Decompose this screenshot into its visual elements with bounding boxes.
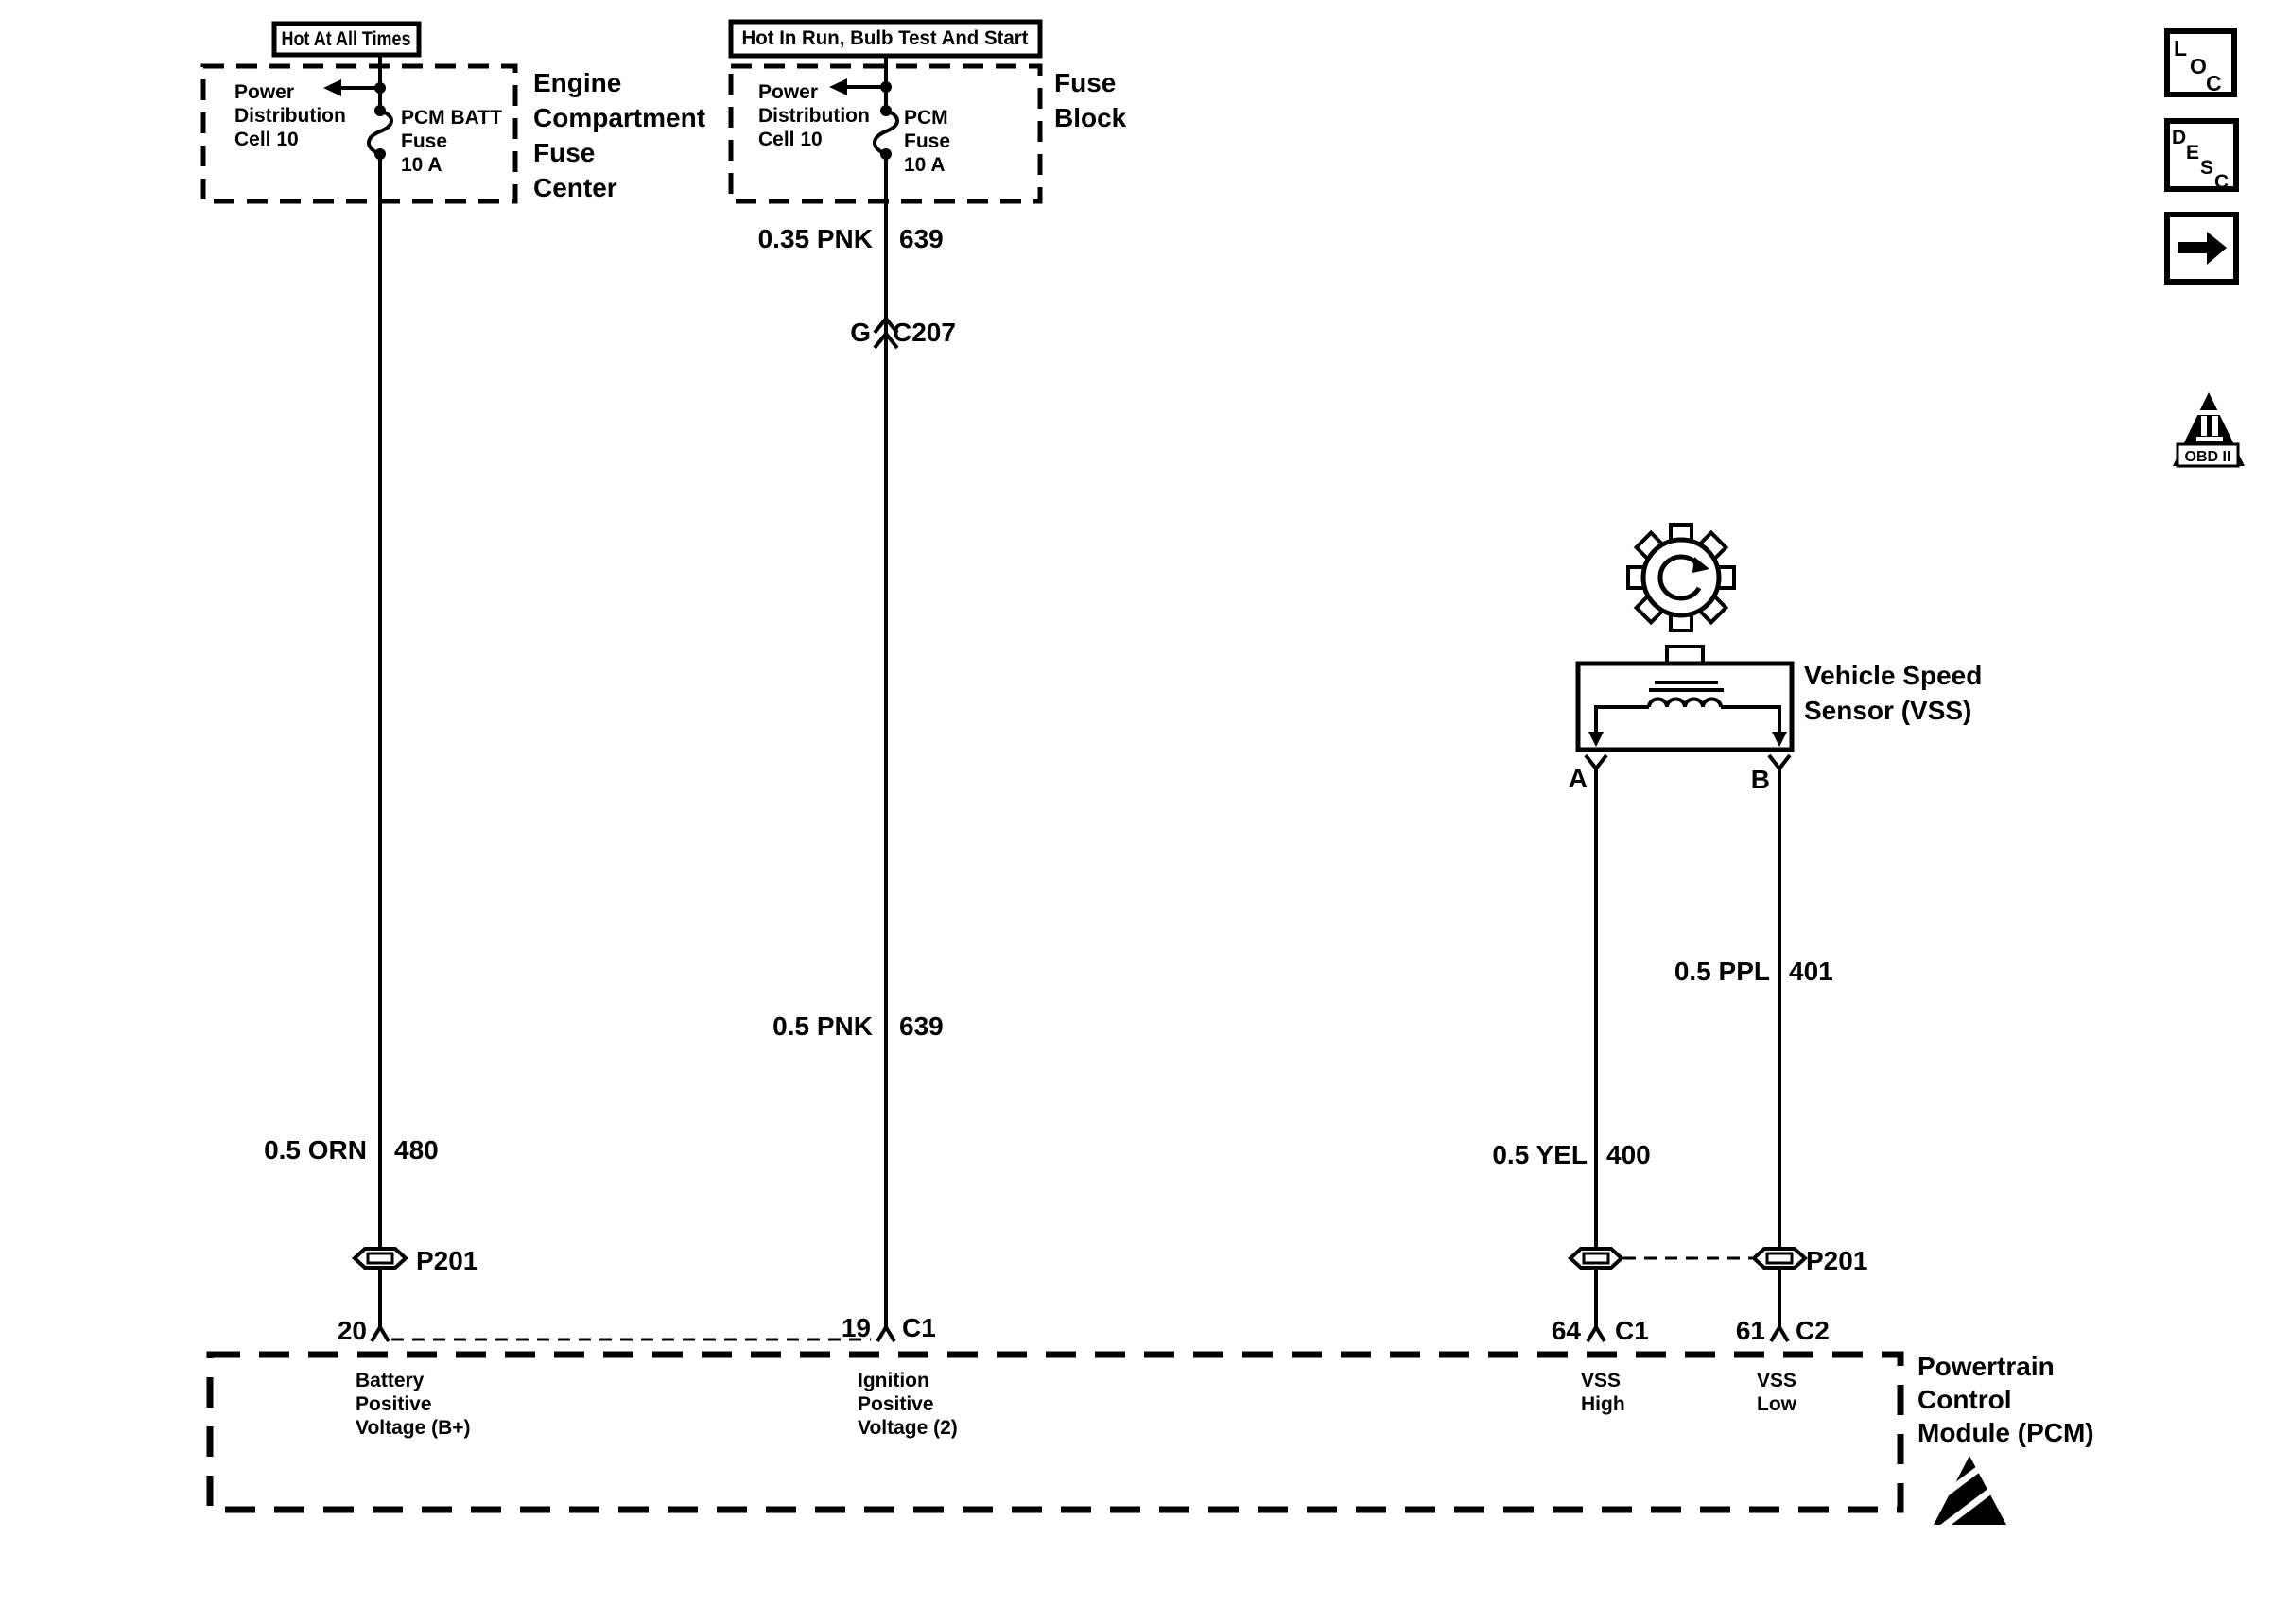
gear-body-circle: [1643, 540, 1719, 615]
next-arrow-button[interactable]: [2167, 215, 2236, 282]
vss-group: [1569, 525, 1983, 794]
pcm-batt-fuse-symbol: [369, 111, 391, 154]
pnk-wire-group: [758, 56, 956, 1342]
terminal-a-fork-icon: [1586, 755, 1606, 769]
pcm-batt-fuse-line2: Fuse: [401, 130, 448, 152]
pin64-function-line1: VSS: [1581, 1370, 1622, 1391]
vss-wires-group: [1492, 769, 1867, 1345]
fuse-block-name-line2: Block: [1054, 103, 1127, 132]
terminal-b-fork-icon: [1769, 755, 1790, 769]
pnk-lower-wire-circuit: 639: [899, 1011, 944, 1041]
loc-letter-c: C: [2206, 71, 2222, 95]
orn-wire-label: 0.5 ORN: [264, 1135, 367, 1165]
desc-letter-e: E: [2186, 142, 2200, 164]
orn-wire-circuit: 480: [394, 1135, 439, 1165]
splice-p201-right-label: P201: [1806, 1246, 1868, 1275]
splice-band: [1584, 1253, 1608, 1263]
pnk-upper-wire-circuit: 639: [899, 224, 944, 253]
toolbar-group: [2167, 31, 2245, 466]
fuse-block-source-line2: Distribution: [758, 105, 870, 127]
pin20-terminal-fork-icon: [372, 1327, 389, 1341]
fuse-block-feed-arrow-icon: [829, 78, 847, 95]
fuse-center-name-line2: Compartment: [533, 103, 706, 132]
pcm-name-line1: Powertrain: [1917, 1352, 2055, 1381]
vss-name-line2: Sensor (VSS): [1804, 696, 1972, 725]
pin19-terminal-fork-icon: [877, 1327, 894, 1341]
pcm-fuse-line1: PCM: [904, 107, 948, 129]
pin19-function-line3: Voltage (2): [858, 1417, 958, 1439]
obd2-numeral-topbar: [2196, 410, 2223, 415]
hot-at-all-times-banner-label: Hot At All Times: [281, 28, 411, 50]
fuse-block-group: [731, 22, 1127, 201]
pin61-number: 61: [1735, 1316, 1765, 1345]
vss-lead-b: [1721, 707, 1779, 734]
pin20-function-line1: Battery: [356, 1370, 425, 1391]
fuse-center-name-line4: Center: [533, 173, 617, 202]
pcm-name-line3: Module (PCM): [1917, 1418, 2094, 1447]
pin19-number: 19: [841, 1313, 871, 1342]
pin64-function-line2: High: [1581, 1393, 1625, 1415]
pin61-connector-label: C2: [1796, 1316, 1830, 1345]
splice-p201-ppl-icon: [1754, 1249, 1805, 1268]
splice-band: [368, 1253, 392, 1263]
obd2-numeral-bar1: [2201, 416, 2207, 436]
terminal-b-label: B: [1750, 765, 1770, 794]
hot-in-run-banner-label: Hot In Run, Bulb Test And Start: [741, 27, 1029, 49]
pnk-upper-wire-label: 0.35 PNK: [757, 224, 873, 253]
vss-lead-a-arrowhead: [1588, 732, 1604, 747]
pin20-function-line3: Voltage (B+): [356, 1417, 471, 1439]
pin61-function-line2: Low: [1757, 1393, 1796, 1415]
obd2-numeral-bottombar: [2196, 437, 2223, 441]
pcm-fuse-symbol: [875, 111, 897, 154]
splice-band: [1767, 1253, 1792, 1263]
pin64-connector-label: C1: [1615, 1316, 1649, 1345]
pin20-number: 20: [337, 1316, 367, 1345]
fuse-center-source-line1: Power: [234, 81, 295, 103]
fuse-center-feed-arrow-icon: [323, 79, 341, 96]
splice-p201-orn-icon: [355, 1249, 406, 1268]
pin61-terminal-fork-icon: [1771, 1327, 1788, 1341]
orn-wire-group: [264, 55, 477, 1345]
fuse-center-source-line2: Distribution: [234, 105, 346, 127]
loc-button[interactable]: [2167, 31, 2234, 95]
pnk-lower-wire-label: 0.5 PNK: [772, 1011, 873, 1041]
esd-sensitive-device-icon: [1931, 1456, 2006, 1528]
loc-letter-l: L: [2174, 36, 2188, 60]
c207-grid-label: G: [850, 318, 871, 347]
pcm-name-line2: Control: [1917, 1385, 2012, 1414]
fuse-center-name-line1: Engine: [533, 68, 622, 97]
obd2-badge[interactable]: [2173, 392, 2245, 466]
c207-name-label: C207: [893, 318, 956, 347]
pin19-connector-label: C1: [902, 1313, 936, 1342]
obd2-numeral-bar2: [2212, 416, 2218, 436]
fuse-block-name-line1: Fuse: [1054, 68, 1117, 97]
loc-letter-o: O: [2190, 54, 2207, 78]
pcm-group: [210, 1352, 2094, 1528]
vss-coil-icon: [1649, 700, 1721, 708]
obd2-label: OBD II: [2184, 449, 2231, 465]
pcm-fuse-line3: 10 A: [904, 154, 946, 176]
pin19-function-line2: Positive: [858, 1393, 934, 1415]
pin20-function-line2: Positive: [356, 1393, 432, 1415]
fuse-center-group: [203, 24, 705, 202]
vss-name-line1: Vehicle Speed: [1804, 661, 1983, 690]
yel-wire-circuit: 400: [1606, 1140, 1651, 1169]
reluctor-gear-icon: [1628, 525, 1734, 631]
desc-button[interactable]: [2167, 121, 2236, 193]
vss-lead-b-arrowhead: [1772, 732, 1787, 747]
desc-letter-d: D: [2172, 127, 2187, 148]
vss-mount-tab: [1667, 647, 1703, 664]
pin19-function-line1: Ignition: [858, 1370, 929, 1391]
terminal-a-label: A: [1568, 764, 1588, 793]
pin64-number: 64: [1551, 1316, 1581, 1345]
fuse-center-name-line3: Fuse: [533, 138, 596, 167]
pcm-batt-fuse-line3: 10 A: [401, 154, 442, 176]
vss-lead-a: [1596, 707, 1649, 734]
splice-p201-yel-icon: [1570, 1249, 1622, 1268]
splice-p201-orn-label: P201: [416, 1246, 478, 1275]
desc-letter-s: S: [2200, 157, 2214, 179]
fuse-block-source-line3: Cell 10: [758, 129, 823, 150]
pin61-function-line1: VSS: [1757, 1370, 1797, 1391]
pcm-fuse-line2: Fuse: [904, 130, 951, 152]
yel-wire-label: 0.5 YEL: [1492, 1140, 1588, 1169]
ppl-wire-label: 0.5 PPL: [1674, 957, 1770, 986]
desc-letter-c: C: [2214, 171, 2230, 193]
pcm-batt-fuse-line1: PCM BATT: [401, 107, 502, 129]
ppl-wire-circuit: 401: [1789, 957, 1833, 986]
pin64-terminal-fork-icon: [1588, 1327, 1605, 1341]
fuse-block-source-line1: Power: [758, 81, 819, 103]
fuse-center-source-line3: Cell 10: [234, 129, 299, 150]
